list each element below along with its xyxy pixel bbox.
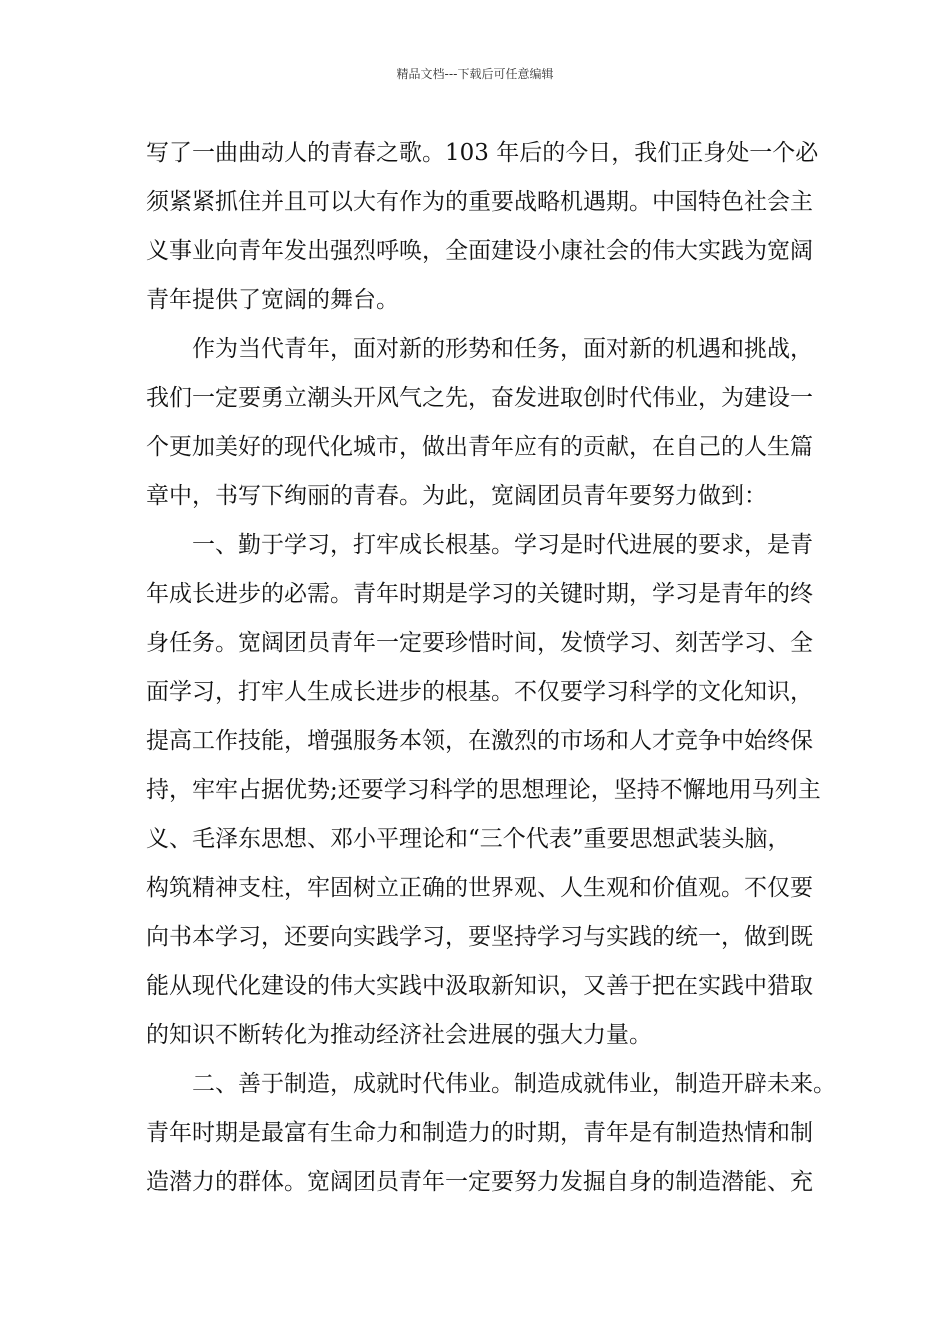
text-line: 章中，书写下绚丽的青春。为此，宽阔团员青年要努力做到：: [146, 483, 767, 509]
text-line: 义、毛泽东思想、邓小平理论和“三个代表”重要思想武装头脑，: [146, 826, 791, 852]
text-line: 须紧紧抓住并且可以大有作为的重要战略机遇期。中国特色社会主: [146, 189, 813, 215]
text-line: 个更加美好的现代化城市，做出青年应有的贡献，在自己的人生篇: [146, 434, 813, 460]
text-line: 青年提供了宽阔的舞台。: [146, 287, 399, 313]
text-line: 持，牢牢占据优势;还要学习科学的思想理论，坚持不懈地用马列主: [146, 777, 821, 803]
text-line: 造潜力的群体。宽阔团员青年一定要努力发掘自身的制造潜能、充: [146, 1169, 813, 1195]
text-line: 面学习，打牢人生成长进步的根基。不仅要学习科学的文化知识，: [146, 679, 813, 705]
text-line: 二、善于制造，成就时代伟业。制造成就伟业，制造开辟未来。: [146, 1071, 836, 1097]
text-line: 构筑精神支柱，牢固树立正确的世界观、人生观和价值观。不仅要: [146, 875, 813, 901]
text-line: 年成长进步的必需。青年时期是学习的关键时期，学习是青年的终: [146, 581, 813, 607]
text-line: 青年时期是最富有生命力和制造力的时期，青年是有制造热情和制: [146, 1120, 813, 1146]
text-line: 提高工作技能，增强服务本领，在激烈的市场和人才竞争中始终保: [146, 728, 813, 754]
text-line: 我们一定要勇立潮头开风气之先，奋发进取创时代伟业，为建设一: [146, 385, 813, 411]
text-line: 的知识不断转化为推动经济社会进展的强大力量。: [146, 1022, 652, 1048]
text-line: 一、勤于学习，打牢成长根基。学习是时代进展的要求，是青: [146, 532, 813, 558]
page-header: 精品文档---下载后可任意编辑: [396, 67, 554, 81]
document-body: [146, 129, 836, 1207]
text-line: 义事业向青年发出强烈呼唤，全面建设小康社会的伟大实践为宽阔: [146, 238, 813, 264]
text-line: 向书本学习，还要向实践学习，要坚持学习与实践的统一，做到既: [146, 924, 813, 950]
text-line: 身任务。宽阔团员青年一定要珍惜时间，发愤学习、刻苦学习、全: [146, 630, 813, 656]
text-line: 能从现代化建设的伟大实践中汲取新知识，又善于把在实践中猎取: [146, 973, 813, 999]
text-line: 写了一曲曲动人的青春之歌。103 年后的今日，我们正身处一个必: [146, 140, 819, 166]
text-line: 作为当代青年，面对新的形势和任务，面对新的机遇和挑战，: [146, 336, 813, 362]
